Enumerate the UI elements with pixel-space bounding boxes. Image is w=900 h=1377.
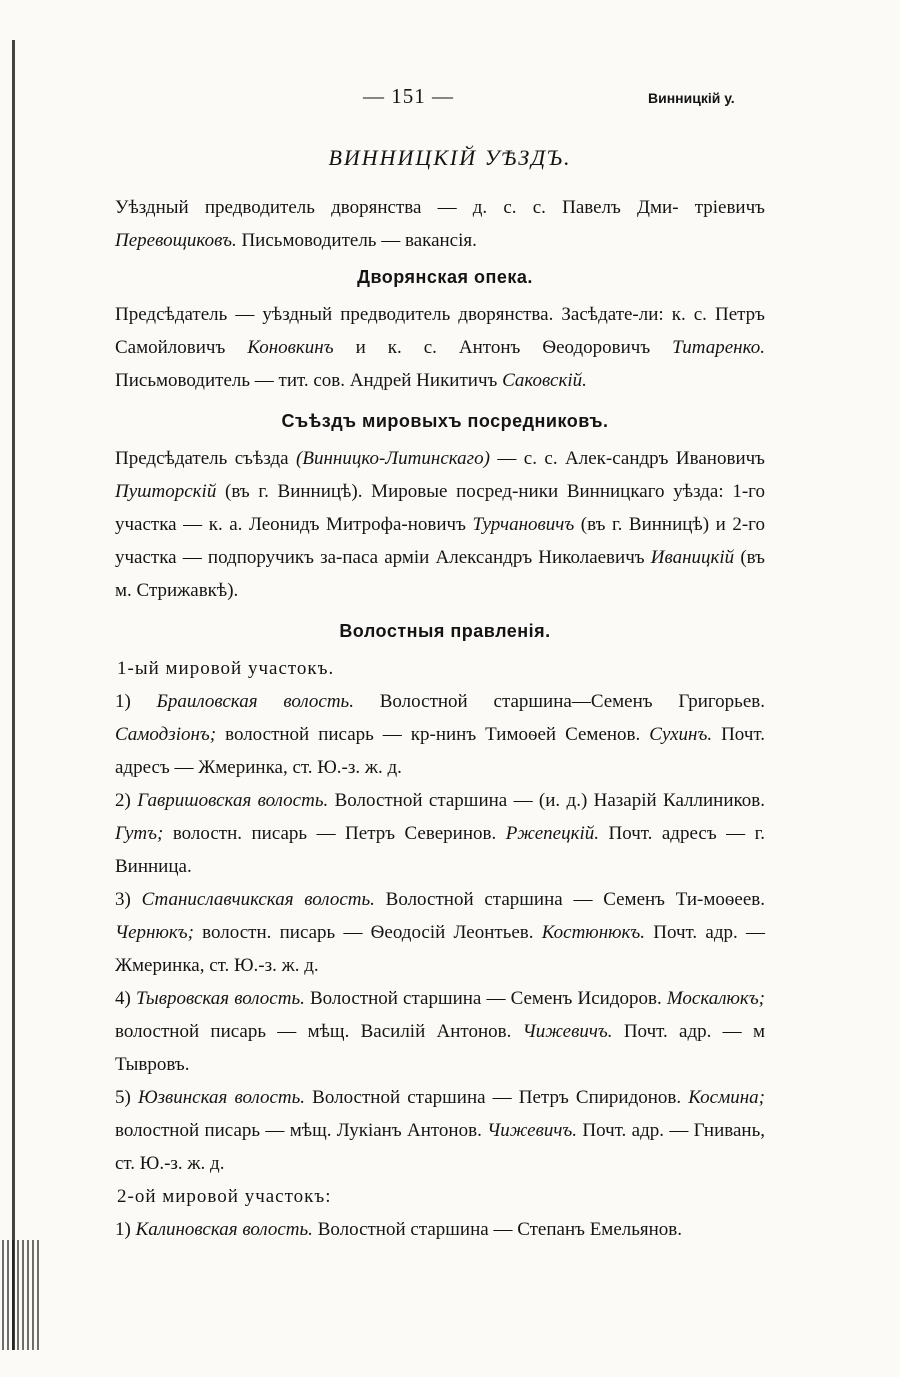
section-heading-sezd: Съѣздъ мировыхъ посредниковъ.: [281, 411, 609, 431]
intro-paragraph: [115, 191, 765, 257]
volost-item-2: [115, 784, 765, 883]
person-name: Чижевичъ.: [522, 1021, 613, 1042]
item-number: 5): [115, 1087, 138, 1108]
item-text: волостной писарь — мѣщ. Лукіанъ Антонов.: [115, 1120, 488, 1141]
item-number: 1): [115, 691, 157, 712]
opeka-text-c: Письмоводитель — тит. сов. Андрей Никитичъ: [115, 370, 503, 391]
item-text: волостной писарь — мѣщ. Василій Антонов.: [115, 1021, 523, 1042]
person-name: Самодзіонъ;: [115, 724, 217, 745]
person-name: Сухинъ.: [649, 724, 713, 745]
sezd-text: Предсѣдатель съѣзда: [115, 448, 297, 469]
item-text: Почт. адр. — Гнивань, ст. Ю.-з. ж. д.: [115, 1120, 766, 1174]
item-number: 1): [115, 1219, 136, 1240]
item-text: Почт. адресъ — Жмеринка, ст. Ю.-з. ж. д.: [115, 724, 765, 778]
item-text: Волостной старшина—Семенъ Григорьев.: [353, 691, 766, 712]
item-text: Почт. адресъ — г. Винница.: [115, 823, 765, 877]
sezd-text-c: (въ г. Винницѣ). Мировые посред-ники Винницкаго уѣзда: 1-го участка — к. а. Леонидъ Митрофа-новичъ: [115, 481, 765, 535]
intro-text-3: Письмоводитель — вакансія.: [236, 230, 477, 251]
opeka-name-1: Коновкинъ: [247, 337, 334, 358]
sezd-paragraph: [115, 442, 765, 607]
person-name: Гутъ;: [115, 823, 164, 844]
person-name: Чижевичъ.: [487, 1120, 578, 1141]
running-head: Винницкій у.: [648, 90, 735, 106]
person-name: Москалюкъ;: [666, 988, 766, 1009]
person-name: Космина;: [688, 1087, 765, 1108]
volost-name: Тывровская волость.: [135, 988, 305, 1009]
page-header: [0, 84, 900, 114]
page-title: ВИННИЦКІЙ УѢЗДЪ.: [328, 145, 572, 170]
page-number: — 151 —: [363, 84, 454, 108]
volost-item-3: [115, 883, 765, 982]
sezd-name-2: Турчановичъ: [472, 514, 575, 535]
sezd-name-3: Иваницкій: [650, 547, 735, 568]
volost-name: Калиновская волость.: [135, 1219, 313, 1240]
opeka-name-3: Саковскій.: [502, 370, 587, 391]
person-name: Ржепецкій.: [505, 823, 600, 844]
page-body: [115, 145, 765, 1246]
item-text: Волостной старшина — (и. д.) Назарій Каллиников.: [328, 790, 765, 811]
sezd-text-e: (въ м. Стрижавкѣ).: [115, 547, 766, 601]
volost-item-4: [115, 982, 765, 1081]
page-binding-shadow: [2, 1240, 42, 1350]
item-text: Почт. адр. — Жмеринка, ст. Ю.-з. ж. д.: [115, 922, 765, 976]
item-text: Волостной старшина — Петръ Спиридонов.: [305, 1087, 689, 1108]
volost-item-2-1: [115, 1213, 765, 1246]
volost-item-5: [115, 1081, 765, 1180]
page-binding-edge: [12, 40, 15, 1350]
sezd-text-b: — с. с. Алек-сандръ Ивановичъ: [489, 448, 765, 469]
opeka-text-b: и к. с. Антонъ Ѳеодоровичъ: [333, 337, 673, 358]
sezd-name-1: Пушторскій: [115, 481, 217, 502]
item-text: Почт. адр. — м Тывровъ.: [115, 1021, 765, 1075]
opeka-name-2: Титаренко.: [672, 337, 765, 358]
person-name: Чернюкъ;: [115, 922, 194, 943]
volost-item-1: [115, 685, 765, 784]
item-text: волостной писарь — кр-нинъ Тимоѳей Семенов.: [216, 724, 650, 745]
item-number: 4): [115, 988, 136, 1009]
volost-name: Станиславчикская волость.: [141, 889, 375, 910]
intro-text: Уѣздный предводитель дворянства — д. с. с. Павелъ Дми-: [115, 197, 679, 218]
section-heading-opeka: Дворянская опека.: [357, 267, 533, 287]
subsection-2: 2-ой мировой участокъ:: [117, 1186, 332, 1207]
item-number: 2): [115, 790, 138, 811]
subsection-1: 1-ый мировой участокъ.: [117, 658, 335, 679]
sezd-text-d: (въ г. Винницѣ) и 2-го участка — подпоручикъ за-паса арміи Александръ Николаевичъ: [115, 514, 766, 568]
sezd-name-0: (Винницко-Литинскаго): [296, 448, 490, 469]
intro-name: Перевощиковъ.: [115, 230, 237, 251]
item-text: Волостной старшина — Семенъ Ти-моѳеев.: [374, 889, 765, 910]
item-text: волостн. писарь — Петръ Северинов.: [163, 823, 506, 844]
opeka-text: Предсѣдатель — уѣздный предводитель дворянства. Засѣдате-ли: к. с. Петръ Самойловичъ: [115, 304, 765, 358]
intro-text-2: тріевичъ: [694, 197, 765, 218]
volost-name: Юзвинская волость.: [137, 1087, 306, 1108]
item-text: Волостной старшина — Степанъ Емельянов.: [312, 1219, 683, 1240]
opeka-paragraph: [115, 298, 765, 397]
volost-name: Гавришовская волость.: [137, 790, 329, 811]
item-text: волостн. писарь — Ѳеодосій Леонтьев.: [193, 922, 542, 943]
volost-name: Браиловская волость.: [156, 691, 354, 712]
item-text: Волостной старшина — Семенъ Исидоров.: [304, 988, 667, 1009]
section-heading-volost: Волостныя правленія.: [339, 621, 551, 641]
person-name: Костюнюкъ.: [541, 922, 646, 943]
item-number: 3): [115, 889, 142, 910]
